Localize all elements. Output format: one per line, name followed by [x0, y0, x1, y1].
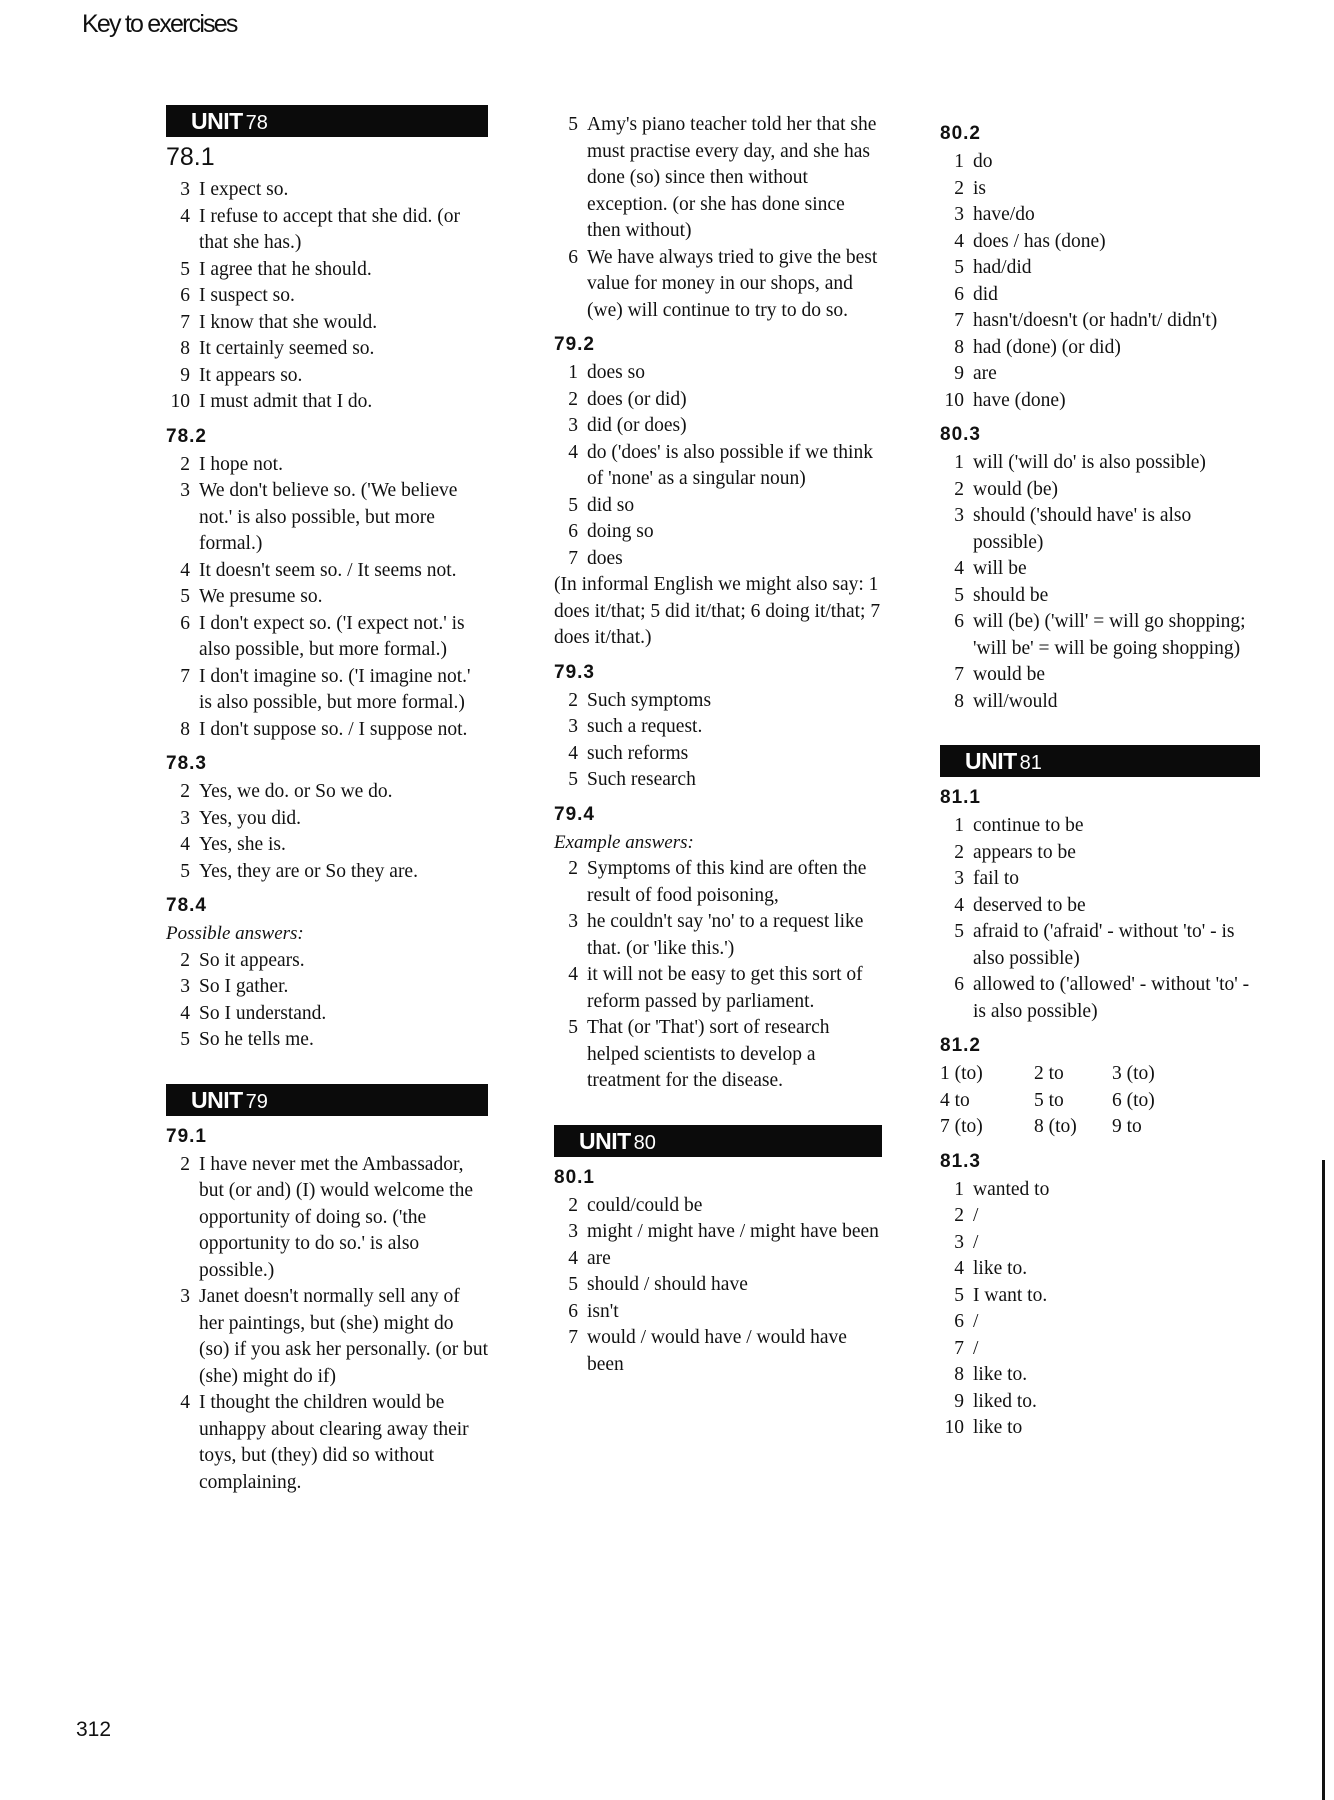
- answer-number: 2: [180, 453, 190, 475]
- answer-text: I thought the children would be unhappy about clearing away their toys, but (they) did so without complaining.: [199, 1392, 469, 1493]
- answer-text: Amy's piano teacher told her that she must practise every day, and she has done (so) since then without exception. (or she has done since then without): [587, 114, 877, 241]
- answer-number: 5: [568, 1017, 578, 1038]
- answer-item: [554, 962, 882, 1015]
- answer-number: 9: [954, 1390, 964, 1412]
- answer-item: [166, 1284, 488, 1390]
- answer-number: 4: [954, 558, 964, 579]
- answer-item: [166, 204, 488, 257]
- answer-item: [554, 1193, 882, 1220]
- answer-text: deserved to be: [973, 894, 1086, 916]
- answer-item: [554, 856, 882, 909]
- answer-number: 5: [568, 494, 578, 516]
- grid-answer: 5 to: [1034, 1089, 1064, 1111]
- answer-number: 8: [954, 336, 964, 358]
- answer-item: [166, 584, 488, 611]
- unit-word: UNIT: [191, 1086, 243, 1113]
- answer-text: I expect so.: [199, 179, 289, 200]
- answer-number: 2: [568, 689, 578, 711]
- answer-item: [940, 503, 1260, 556]
- answer-item: [940, 335, 1260, 362]
- answer-item: [166, 664, 488, 717]
- answer-text: have/do: [973, 204, 1035, 225]
- answer-text: So I gather.: [199, 976, 289, 997]
- answer-number: 4: [180, 1392, 190, 1413]
- answer-text: I suspect so.: [199, 285, 295, 306]
- unit-heading: [166, 105, 488, 137]
- answer-number: 5: [180, 1029, 190, 1050]
- answer-text: We presume so.: [199, 586, 323, 607]
- answer-text: We have always tried to give the best value for money in our shops, and (we) will continue to try to do so.: [587, 246, 878, 321]
- answer-item: [940, 1256, 1260, 1283]
- answer-number: 2: [568, 388, 578, 410]
- answer-number: 2: [180, 781, 190, 802]
- answer-item: [940, 972, 1260, 1025]
- answer-number: 4: [180, 559, 190, 581]
- answer-number: 6: [954, 1311, 964, 1332]
- exercise-number: 79.4: [554, 803, 595, 825]
- answer-item: [166, 389, 488, 416]
- grid-answer: 1 (to): [940, 1063, 983, 1084]
- answer-number: 3: [568, 716, 578, 737]
- unit-word: UNIT: [579, 1127, 631, 1154]
- grid-answer: 2 to: [1034, 1063, 1064, 1084]
- answer-text: does (or did): [587, 388, 687, 410]
- answer-item: [554, 387, 882, 414]
- answer-number: 2: [568, 858, 578, 879]
- answer-item: [166, 974, 488, 1001]
- answer-number: 6: [954, 283, 964, 305]
- answer-item: [940, 609, 1260, 662]
- section-gap: [166, 1054, 488, 1084]
- answer-item: [940, 361, 1260, 388]
- answer-grid: [940, 1061, 1260, 1141]
- answer-item: [554, 360, 882, 387]
- answer-number: 6: [180, 612, 190, 634]
- answer-text: Yes, you did.: [199, 807, 302, 829]
- answer-number: 5: [954, 1284, 964, 1306]
- answer-number: 2: [180, 1153, 190, 1175]
- answer-number: 3: [954, 1231, 964, 1253]
- answer-text: I hope not.: [199, 453, 283, 475]
- answer-item: [940, 149, 1260, 176]
- answer-text: should be: [973, 584, 1049, 606]
- answer-number: 9: [180, 364, 190, 386]
- answer-text: I don't imagine so. ('I imagine not.' is also possible, but more formal.): [199, 665, 471, 713]
- answer-item: [554, 688, 882, 715]
- answer-item: [166, 1390, 488, 1496]
- answer-text: will (be) ('will' = will go shopping; 'will be' = will be going shopping): [973, 611, 1246, 659]
- answer-text: are: [587, 1247, 611, 1269]
- answer-number: 10: [170, 391, 190, 412]
- unit-heading: [554, 1125, 882, 1157]
- answer-number: 10: [944, 389, 964, 411]
- answer-number: 8: [954, 1364, 964, 1385]
- unit-number: 81: [1019, 752, 1042, 774]
- answer-number: 4: [954, 894, 964, 916]
- grid-answer: 4 to: [940, 1089, 970, 1111]
- answer-text: afraid to ('afraid' - without 'to' - is also possible): [973, 921, 1235, 969]
- answer-text: /: [973, 1311, 979, 1332]
- answer-number: 6: [180, 285, 190, 306]
- answer-item: [554, 1325, 882, 1378]
- answer-item: [166, 310, 488, 337]
- answer-text: will/would: [973, 690, 1058, 712]
- answer-text: does / has (done): [973, 230, 1106, 252]
- exercise-number: 80.3: [940, 424, 981, 445]
- answer-item: [166, 478, 488, 558]
- answer-item: [166, 257, 488, 284]
- answer-item: [554, 112, 882, 245]
- answer-item: [166, 336, 488, 363]
- answer-number: 5: [568, 114, 578, 135]
- answer-text: Such research: [587, 769, 696, 790]
- answer-number: 7: [180, 665, 190, 687]
- answer-item: [940, 840, 1260, 867]
- answer-text: So I understand.: [199, 1002, 327, 1024]
- answer-text: Janet doesn't normally sell any of her paintings, but (she) might do (so) if you ask her personally. (or but (she) might do if): [199, 1286, 488, 1387]
- answer-text: I want to.: [973, 1284, 1048, 1306]
- exercise-number: 79.3: [554, 661, 595, 683]
- grid-answer: 9 to: [1112, 1116, 1142, 1137]
- answer-number: 3: [568, 415, 578, 436]
- page-header: Key to exercises: [82, 10, 237, 38]
- answer-item: [940, 813, 1260, 840]
- answer-text: liked to.: [973, 1390, 1037, 1412]
- answer-item: [166, 1027, 488, 1054]
- unit-number: 79: [245, 1090, 268, 1113]
- answer-number: 4: [568, 742, 578, 764]
- answer-item: [166, 948, 488, 975]
- answer-text: such a request.: [587, 716, 703, 737]
- answer-text: I must admit that I do.: [199, 391, 373, 412]
- answer-number: 3: [568, 1221, 578, 1242]
- exercise-number: 78.3: [166, 753, 207, 774]
- section-gap: [554, 1095, 882, 1125]
- answer-number: 4: [180, 1002, 190, 1024]
- grid-answer: 3 (to): [1112, 1063, 1155, 1084]
- answer-item: [940, 1336, 1260, 1363]
- answer-item: [940, 202, 1260, 229]
- answer-item: [166, 283, 488, 310]
- answer-text: are: [973, 363, 997, 384]
- answer-number: 6: [568, 1300, 578, 1322]
- answer-item: [554, 741, 882, 768]
- answer-text: should ('should have' is also possible): [973, 505, 1192, 553]
- answer-item: [166, 363, 488, 390]
- answer-item: [166, 779, 488, 806]
- exercise-number: 80.1: [554, 1166, 595, 1188]
- answer-item: [940, 282, 1260, 309]
- answer-text: I refuse to accept that she did. (or that she has.): [199, 205, 460, 253]
- answer-text: will ('will do' is also possible): [973, 452, 1206, 473]
- answer-number: 4: [954, 230, 964, 252]
- answer-item: [940, 308, 1260, 335]
- answer-text: would (be): [973, 478, 1059, 500]
- answer-number: 3: [180, 480, 190, 501]
- answer-text: have (done): [973, 389, 1066, 411]
- answer-item: [166, 558, 488, 585]
- answer-number: 1: [954, 1178, 964, 1200]
- answer-item: [940, 919, 1260, 972]
- answer-item: [554, 1219, 882, 1246]
- answer-text: like to: [973, 1417, 1023, 1438]
- answer-text: allowed to ('allowed' - without 'to' - is also possible): [973, 974, 1250, 1022]
- exercise-number: 78.1: [166, 143, 215, 171]
- answer-item: [166, 1001, 488, 1028]
- answer-number: 4: [568, 441, 578, 463]
- grid-answer: 6 (to): [1112, 1089, 1155, 1111]
- answer-item: [166, 806, 488, 833]
- answer-text: It doesn't seem so. / It seems not.: [199, 559, 457, 581]
- exercise-number: 79.1: [166, 1125, 207, 1147]
- answer-item: [554, 519, 882, 546]
- answer-item: [940, 477, 1260, 504]
- answer-text: Such symptoms: [587, 689, 712, 711]
- answer-text: did (or does): [587, 415, 687, 436]
- answer-number: 4: [954, 1258, 964, 1279]
- exercise-number: 81.2: [940, 1035, 981, 1056]
- answer-text: like to.: [973, 1258, 1028, 1279]
- answer-number: 2: [954, 841, 964, 863]
- answer-text: We don't believe so. ('We believe not.' is also possible, but more formal.): [199, 480, 458, 554]
- answer-column-2: [554, 112, 882, 1378]
- answer-item: [166, 177, 488, 204]
- answer-number: 3: [180, 807, 190, 829]
- unit-heading: [940, 745, 1260, 777]
- answer-item: [554, 909, 882, 962]
- answer-text: /: [973, 1231, 979, 1253]
- answer-text: does so: [587, 362, 645, 383]
- answer-text: It appears so.: [199, 364, 303, 386]
- grid-answer: 7 (to): [940, 1116, 983, 1137]
- answer-text: doing so: [587, 521, 654, 542]
- answer-item: [940, 1283, 1260, 1310]
- answer-item: [554, 714, 882, 741]
- answer-item: [940, 388, 1260, 415]
- answer-item: [940, 556, 1260, 583]
- answer-item: [940, 1389, 1260, 1416]
- section-gap: [940, 715, 1260, 745]
- answer-number: 7: [568, 1327, 578, 1348]
- answer-text: did: [973, 283, 998, 305]
- answers-note: Possible answers:: [166, 923, 304, 944]
- answer-number: 7: [954, 664, 964, 685]
- answer-item: [940, 450, 1260, 477]
- answer-number: 4: [180, 205, 190, 227]
- answer-text: such reforms: [587, 742, 689, 764]
- answer-item: [940, 1230, 1260, 1257]
- answer-column-1: [166, 105, 488, 1496]
- unit-number: 78: [245, 112, 268, 134]
- answer-text: should / should have: [587, 1274, 748, 1295]
- answer-number: 2: [180, 949, 190, 971]
- answer-text: So he tells me.: [199, 1029, 314, 1050]
- answer-number: 8: [954, 690, 964, 712]
- answer-number: 8: [180, 718, 190, 740]
- answer-item: [554, 1299, 882, 1326]
- answer-number: 5: [180, 586, 190, 607]
- answer-item: [940, 866, 1260, 893]
- answer-number: 7: [954, 310, 964, 331]
- answer-number: 9: [954, 363, 964, 384]
- answer-text: would / would have / would have been: [587, 1327, 847, 1375]
- answer-item: [940, 1203, 1260, 1230]
- answer-number: 3: [568, 911, 578, 932]
- answer-text: isn't: [587, 1300, 619, 1322]
- answer-number: 5: [568, 769, 578, 790]
- grid-answer: 8 (to): [1034, 1116, 1077, 1137]
- answer-item: [554, 245, 882, 325]
- unit-word: UNIT: [965, 748, 1017, 774]
- answer-number: 1: [954, 452, 964, 473]
- answer-number: 5: [954, 584, 964, 606]
- answer-item: [940, 893, 1260, 920]
- answer-number: 5: [180, 258, 190, 280]
- answer-item: [166, 832, 488, 859]
- answer-text: hasn't/doesn't (or hadn't/ didn't): [973, 310, 1218, 331]
- exercise-number: 81.3: [940, 1150, 981, 1172]
- answer-text: I don't expect so. ('I expect not.' is also possible, but more formal.): [199, 612, 465, 660]
- answer-text: would be: [973, 664, 1046, 685]
- answer-item: [554, 440, 882, 493]
- answer-text: had (done) (or did): [973, 336, 1121, 358]
- answer-item: [554, 767, 882, 794]
- answer-column-3: [940, 113, 1260, 1442]
- answer-text: I don't suppose so. / I suppose not.: [199, 718, 468, 740]
- answer-number: 3: [954, 204, 964, 225]
- unit-number: 80: [633, 1131, 656, 1154]
- answer-text: do ('does' is also possible if we think of 'none' as a singular noun): [587, 441, 873, 489]
- scan-edge: [1322, 1160, 1325, 1800]
- answer-item: [940, 583, 1260, 610]
- answer-text: might / might have / might have been: [587, 1221, 879, 1242]
- answer-number: 10: [944, 1417, 964, 1438]
- answer-text: had/did: [973, 257, 1032, 278]
- answer-text: Yes, we do. or So we do.: [199, 781, 393, 802]
- answer-text: fail to: [973, 868, 1020, 889]
- answer-number: 1: [954, 815, 964, 836]
- answer-item: [554, 1015, 882, 1095]
- answer-item: [166, 859, 488, 886]
- answer-item: [940, 689, 1260, 716]
- answer-item: [940, 176, 1260, 203]
- answer-item: [554, 1272, 882, 1299]
- exercise-number: 78.4: [166, 895, 207, 916]
- answer-item: [940, 1177, 1260, 1204]
- answer-text: /: [973, 1205, 979, 1226]
- answer-number: 3: [180, 976, 190, 997]
- answer-text: it will not be easy to get this sort of reform passed by parliament.: [587, 964, 863, 1012]
- answer-number: 2: [954, 1205, 964, 1226]
- answer-number: 2: [954, 478, 964, 500]
- answer-number: 5: [568, 1274, 578, 1295]
- answer-text: he couldn't say 'no' to a request like that. (or 'like this.'): [587, 911, 864, 959]
- answer-number: 7: [954, 1337, 964, 1359]
- exercise-number: 81.1: [940, 787, 981, 808]
- answer-item: [554, 413, 882, 440]
- answer-item: [940, 255, 1260, 282]
- answer-text: could/could be: [587, 1194, 703, 1216]
- answer-number: 6: [954, 974, 964, 995]
- answer-item: [554, 546, 882, 573]
- answer-text: is: [973, 177, 987, 199]
- answer-number: 6: [954, 611, 964, 632]
- answer-number: 6: [568, 521, 578, 542]
- answer-item: [554, 493, 882, 520]
- answer-number: 5: [954, 257, 964, 278]
- answer-number: 7: [568, 547, 578, 569]
- answer-item: [166, 611, 488, 664]
- answer-number: 1: [954, 151, 964, 172]
- exercise-number: 80.2: [940, 123, 981, 144]
- answer-item: [554, 1246, 882, 1273]
- answer-number: 3: [954, 868, 964, 889]
- exercise-number: 79.2: [554, 334, 595, 355]
- answer-item: [940, 229, 1260, 256]
- answer-text: wanted to: [973, 1178, 1050, 1200]
- answer-item: [940, 1309, 1260, 1336]
- answer-number: 4: [180, 834, 190, 855]
- answer-text: It certainly seemed so.: [199, 338, 375, 359]
- answer-text: continue to be: [973, 815, 1084, 836]
- answer-text: I know that she would.: [199, 311, 378, 333]
- answer-text: That (or 'That') sort of research helped scientists to develop a treatment for the disease.: [587, 1017, 830, 1091]
- answer-number: 1: [568, 362, 578, 383]
- unit-heading: [166, 1084, 488, 1116]
- answer-number: 4: [568, 1247, 578, 1269]
- answer-text: will be: [973, 558, 1027, 579]
- answer-paragraph: (In informal English we might also say: 1 does it/that; 5 did it/that; 6 doing it/that; 7 does it/that.): [554, 574, 881, 648]
- exercise-number: 78.2: [166, 425, 207, 447]
- answer-text: I agree that he should.: [199, 258, 372, 280]
- answer-item: [940, 1415, 1260, 1442]
- answer-text: Yes, she is.: [199, 834, 286, 855]
- answer-number: 7: [180, 311, 190, 333]
- answer-text: like to.: [973, 1364, 1028, 1385]
- answer-item: [940, 662, 1260, 689]
- answer-item: [166, 452, 488, 479]
- page-number: 312: [76, 1718, 112, 1741]
- answer-number: 4: [568, 964, 578, 985]
- answer-text: did so: [587, 494, 635, 516]
- answer-number: 6: [568, 246, 578, 268]
- answers-note: Example answers:: [554, 831, 694, 853]
- answer-number: 2: [568, 1194, 578, 1216]
- answer-item: [166, 717, 488, 744]
- answer-item: [166, 1152, 488, 1285]
- answer-text: Symptoms of this kind are often the result of food poisoning,: [587, 858, 867, 906]
- answer-text: appears to be: [973, 841, 1076, 863]
- answer-text: does: [587, 547, 623, 569]
- answer-text: I have never met the Ambassador, but (or and) (I) would welcome the opportunity of doing so. ('the opportunity to do so.' is also possible.): [199, 1153, 473, 1281]
- answer-number: 3: [954, 505, 964, 526]
- answer-text: do: [973, 151, 993, 172]
- answer-text: /: [973, 1337, 979, 1359]
- answer-number: 2: [954, 177, 964, 199]
- answer-text: Yes, they are or So they are.: [199, 860, 418, 882]
- answer-number: 5: [180, 860, 190, 882]
- answer-number: 3: [180, 1286, 190, 1307]
- answer-number: 8: [180, 338, 190, 359]
- answer-number: 3: [180, 179, 190, 200]
- answer-text: So it appears.: [199, 949, 305, 971]
- answer-item: [940, 1362, 1260, 1389]
- unit-word: UNIT: [191, 108, 243, 134]
- answer-number: 5: [954, 921, 964, 942]
